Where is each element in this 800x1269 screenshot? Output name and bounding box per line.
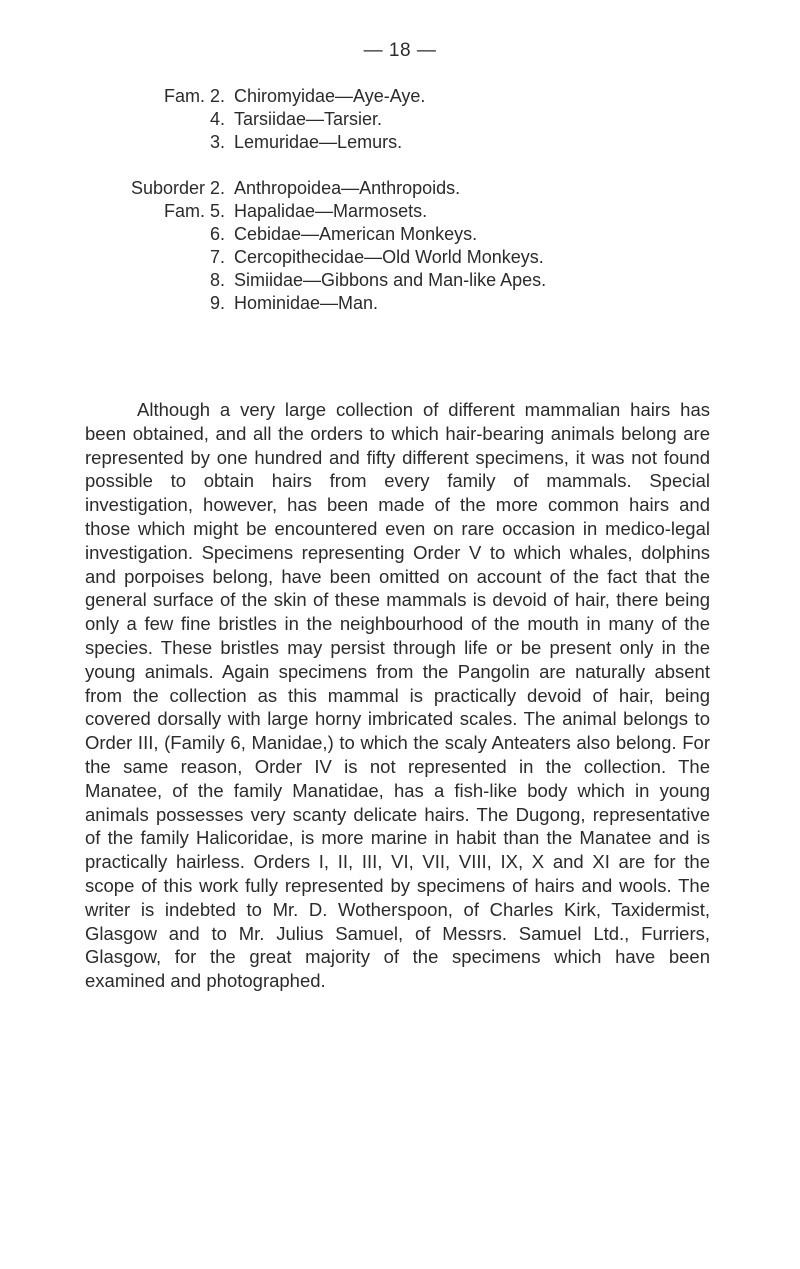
rank-label: 9. bbox=[209, 293, 225, 313]
taxon-name: Tarsiidae—Tarsier. bbox=[234, 109, 383, 129]
rank-label: 8. bbox=[209, 270, 225, 290]
rank-label: 6. bbox=[209, 224, 225, 244]
rank-label: 7. bbox=[209, 247, 225, 267]
taxon-name: Hominidae—Man. bbox=[234, 293, 379, 313]
rank-label: Fam. 5. bbox=[163, 201, 225, 221]
taxon-name: Cebidae—American Monkeys. bbox=[234, 224, 478, 244]
rank-label: Suborder 2. bbox=[130, 178, 225, 198]
taxon-name: Chiromyidae—Aye-Aye. bbox=[234, 86, 426, 106]
rank-label: Fam. 2. bbox=[163, 86, 225, 106]
body-paragraph: Although a very large collection of different mammalian hairs has been obtained, and all the orders to which hair-bearing animals belong are represented by one hundred and fifty different specimens, it was not found possible to obtain hairs from every family of mammals. Special investigation, however, has been made of the more common hairs and those which might be encountered even on rare occasion in medico-legal investigation. Specimens representing Order V to which whales, dolphins and porpoises belong, have been omitted on account of the fact that the general surface of the skin of these mammals is devoid of hair, there being only a few fine bristles in the neighbourhood of the mouth in many of the species. These bristles may persist through life or be present only in the young animals. Again specimens from the Pangolin are naturally absent from the collection as this mammal is practically devoid of hair, being covered dorsally with large horny imbricated scales. The animal belongs to Order III, (Family 6, Manidae,) to which the scaly Anteaters also belong. For the same reason, Order IV is not represented in the collection. The Manatee, of the family Manatidae, has a fish-like body which in young animals possesses very scanty delicate hairs. The Dugong, representative of the family Halicoridae, is more marine in habit than the Manatee and is practically hairless. Orders I, II, III, VI, VII, VIII, IX, X and XI are for the scope of this work fully represented by specimens of hairs and wools. The writer is indebted to Mr. D. Wotherspoon, of Charles Kirk, Taxidermist, Glasgow and to Mr. Julius Samuel, of Messrs. Samuel Ltd., Furriers, Glasgow, for the great majority of the specimens which have been examined and photographed. bbox=[85, 399, 710, 992]
rank-label: 3. bbox=[209, 132, 225, 152]
taxon-name: Anthropoidea—Anthropoids. bbox=[234, 178, 461, 198]
taxon-name: Lemuridae—Lemurs. bbox=[234, 132, 403, 152]
taxon-name: Cercopithecidae—Old World Monkeys. bbox=[234, 247, 544, 267]
taxon-name: Hapalidae—Marmosets. bbox=[234, 201, 428, 221]
taxon-name: Simiidae—Gibbons and Man-like Apes. bbox=[234, 270, 547, 290]
rank-label: 4. bbox=[209, 109, 225, 129]
page-number: — 18 — bbox=[363, 40, 437, 61]
